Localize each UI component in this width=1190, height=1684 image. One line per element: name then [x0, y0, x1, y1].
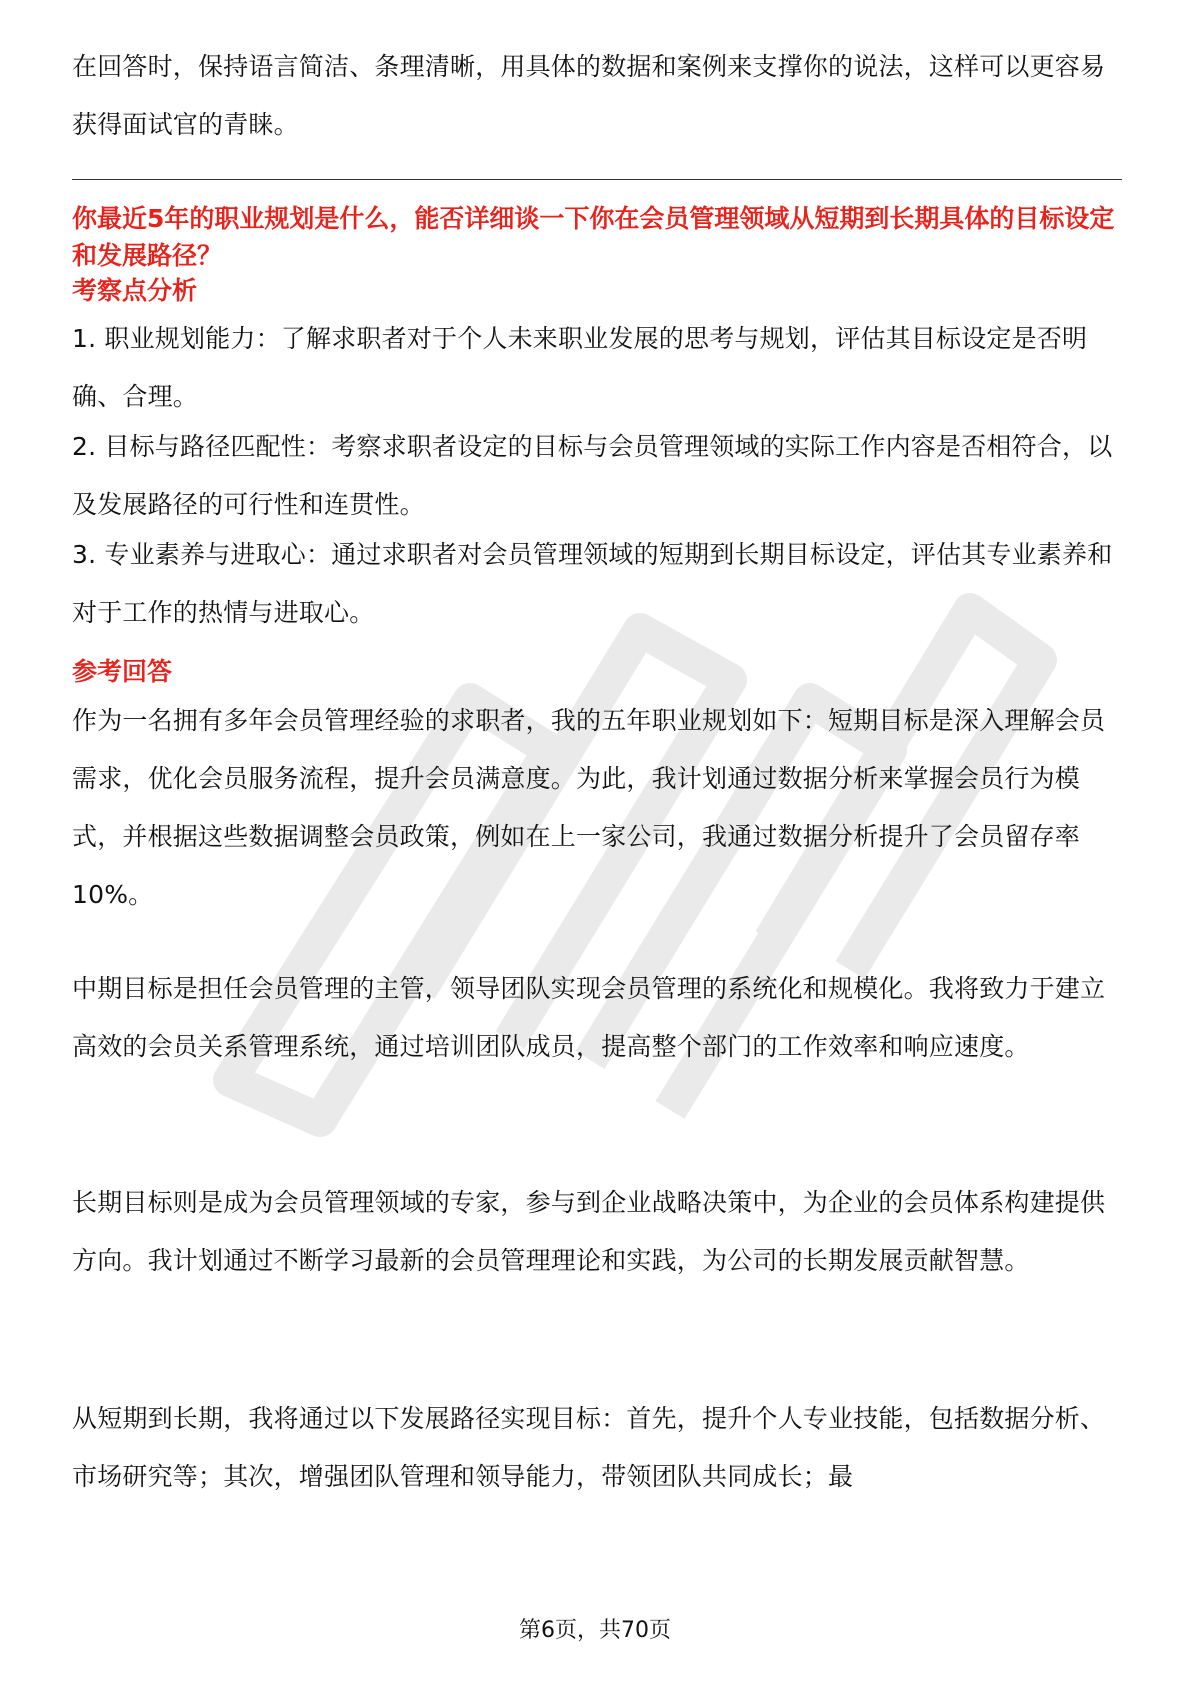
section-divider [72, 179, 1122, 180]
analysis-title: 考察点分析 [72, 276, 198, 305]
answer-paragraph-2: 中期目标是担任会员管理的主管，领导团队实现会员管理的系统化和规模化。我将致力于建立高效的会员关系管理系统，通过培训团队成员，提高整个部门的工作效率和响应速度。 [72, 974, 1106, 1061]
page-number: 第6页，共70页 [519, 1618, 671, 1643]
question-heading: 你最近5年的职业规划是什么，能否详细谈一下你在会员管理领域从短期到长期具体的目标设定和发展路径？ [72, 204, 1115, 270]
answer-paragraph-1: 作为一名拥有多年会员管理经验的求职者，我的五年职业规划如下：短期目标是深入理解会员需求，优化会员服务流程，提升会员满意度。为此，我计划通过数据分析来掌握会员行为模式，并根据这些数据调整会员政策，例如在上一家公司，我通过数据分析提升了会员留存率10%。 [72, 706, 1106, 909]
analysis-item-2: 2. 目标与路径匹配性：考察求职者设定的目标与会员管理领域的实际工作内容是否相符合，以及发展路径的可行性和连贯性。 [72, 432, 1113, 519]
answer-title: 参考回答 [72, 657, 173, 686]
analysis-item-3: 3. 专业素养与进取心：通过求职者对会员管理领域的短期到长期目标设定，评估其专业素养和对于工作的热情与进取心。 [72, 540, 1113, 627]
analysis-item-1: 1. 职业规划能力：了解求职者对于个人未来职业发展的思考与规划，评估其目标设定是否明确、合理。 [72, 324, 1088, 411]
answer-paragraph-3: 长期目标则是成为会员管理领域的专家，参与到企业战略决策中，为企业的会员体系构建提供方向。我计划通过不断学习最新的会员管理理论和实践，为公司的长期发展贡献智慧。 [72, 1188, 1106, 1275]
answer-paragraph-4: 从短期到长期，我将通过以下发展路径实现目标：首先，提升个人专业技能，包括数据分析、市场研究等；其次，增强团队管理和领导能力，带领团队共同成长；最 [72, 1404, 1106, 1491]
intro-paragraph: 在回答时，保持语言简洁、条理清晰，用具体的数据和案例来支撑你的说法，这样可以更容易获得面试官的青睐。 [72, 52, 1106, 139]
